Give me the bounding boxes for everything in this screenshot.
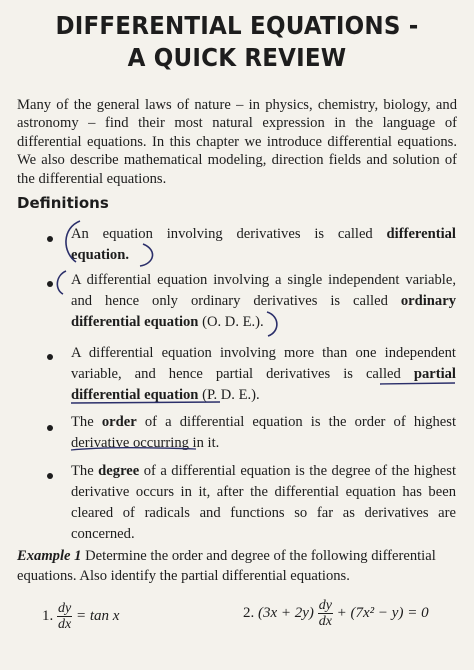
fraction: $\frac{dy}{dx}$ (58, 601, 72, 632)
definition-item-2: A differential equation involving a single independent variable, and hence only ordinary derivatives is called ordinary differential equation (O. D. E.). (71, 272, 456, 330)
bullet-dot (47, 354, 53, 360)
intro-paragraph: Many of the general laws of nature – in physics, chemistry, biology, and astronomy – find their most natural expression in the language of differential equations. In this chapter we introduce differential equations. We also describe mathematical modeling, direction fields and solution of the differential equations. (17, 97, 457, 187)
handwritten-bracket (57, 271, 66, 294)
bullet-dot (47, 473, 53, 479)
bullet-dot (47, 236, 53, 242)
equation-2: 2. (3x + 2y) $\frac{dy}{dx}$ + (7x² − y) = 0 (243, 598, 429, 629)
bullet-dot (47, 281, 53, 287)
definitions-heading: Definitions (17, 194, 109, 212)
example-1 (17, 547, 457, 586)
equation-1: 1. $\frac{dy}{dx}$ = tan x (42, 601, 120, 632)
definition-item-4: The order of a differential equation is the order of highest derivative occurring in it. (71, 414, 456, 451)
title-line-2: A QUICK REVIEW (127, 43, 347, 72)
bullet-dot (47, 425, 53, 431)
title-line-1: DIFFERENTIAL EQUATIONS - (55, 11, 419, 40)
definition-item-1: An equation involving derivatives is called differential equation. (71, 226, 456, 263)
fraction: $\frac{dy}{dx}$ (318, 598, 332, 629)
definition-item-5: The degree of a differential equation is the degree of the highest derivative occurs in it, after the differential equation has been cleared of radicals and functions so far as derivatives are concerned. (71, 463, 456, 542)
example-label: Example 1 (17, 548, 82, 564)
definition-item-3: A differential equation involving more than one independent variable, and hence partial derivatives is called partial differential equation (P. D. E.). (71, 345, 456, 403)
example-text: Determine the order and degree of the following differential equations. Also identify the partial differential equations. (17, 548, 436, 584)
